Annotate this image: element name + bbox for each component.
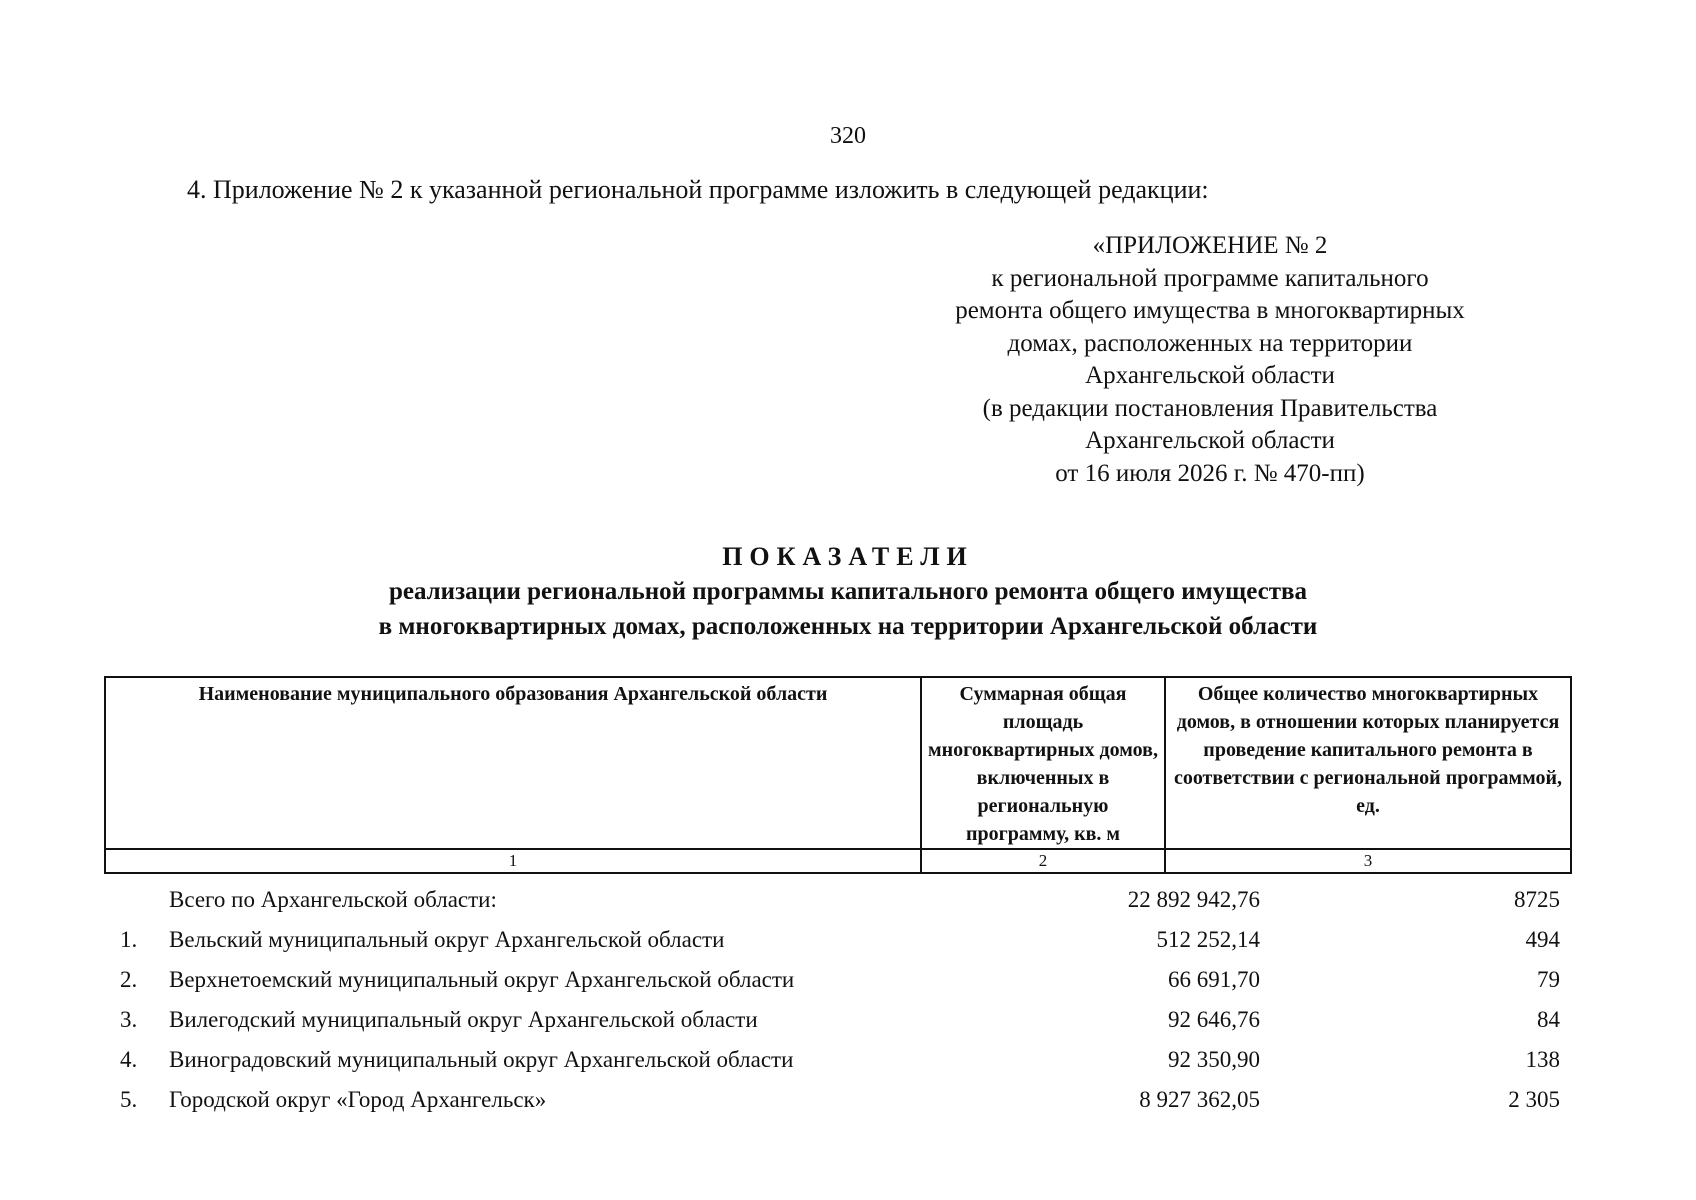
row-municipality: Городской округ «Город Архангельск» xyxy=(169,1087,547,1112)
row-index: 1. xyxy=(120,927,138,952)
row-count: 79 xyxy=(1537,967,1560,992)
column-number: 2 xyxy=(921,849,1165,873)
row-count: 2 305 xyxy=(1508,1087,1560,1112)
row-index: 4. xyxy=(120,1047,138,1072)
column-header-count: Общее количество многоквартирных домов, в отношении которых планируется проведение капитального ремонта в соответствии с региональной программой, ед. xyxy=(1165,677,1571,849)
column-header-area: Суммарная общая площадь многоквартирных домов, включенных в региональную программу, кв. м xyxy=(921,677,1165,849)
column-number: 1 xyxy=(105,849,921,873)
column-number: 3 xyxy=(1165,849,1571,873)
table-body xyxy=(104,880,1570,1120)
intro-paragraph: 4. Приложение № 2 к указанной региональной программе изложить в следующей редакции: xyxy=(187,175,1209,204)
appendix-line: к региональной программе капитального xyxy=(991,264,1429,292)
row-count: 84 xyxy=(1537,1007,1560,1032)
row-area: 92 646,76 xyxy=(1168,1007,1260,1032)
column-header-municipality: Наименование муниципального образования Архангельской области xyxy=(105,677,921,849)
row-municipality: Вилегодский муниципальный округ Архангельской области xyxy=(169,1007,758,1032)
appendix-line: от 16 июля 2026 г. № 470-пп) xyxy=(1055,459,1365,487)
row-area: 92 350,90 xyxy=(1168,1047,1260,1072)
appendix-line: ремонта общего имущества в многоквартирных xyxy=(955,297,1465,324)
row-area: 66 691,70 xyxy=(1168,967,1260,992)
table-row xyxy=(104,1000,1570,1040)
table-row xyxy=(104,1080,1570,1120)
table-row xyxy=(104,920,1570,960)
document-title xyxy=(0,540,1696,644)
row-municipality: Всего по Архангельской области: xyxy=(169,887,497,912)
row-municipality: Верхнетоемский муниципальный округ Архангельской области xyxy=(169,967,795,992)
row-area: 22 892 942,76 xyxy=(1127,887,1260,912)
row-count: 138 xyxy=(1525,1047,1560,1072)
appendix-line: домах, расположенных на территории xyxy=(1007,329,1413,357)
table-row xyxy=(104,1040,1570,1080)
page-number: 320 xyxy=(830,123,866,149)
appendix-line: (в редакции постановления Правительства xyxy=(982,394,1438,422)
title-main: ПОКАЗАТЕЛИ xyxy=(722,542,974,571)
row-municipality: Вельский муниципальный округ Архангельской области xyxy=(169,927,725,952)
indicators-table-header xyxy=(104,676,1572,874)
appendix-line: Архангельской области xyxy=(1085,362,1335,389)
table-row xyxy=(104,960,1570,1000)
appendix-line: «ПРИЛОЖЕНИЕ № 2 xyxy=(1092,232,1328,259)
title-subline: в многоквартирных домах, расположенных на территории Архангельской области xyxy=(378,613,1318,640)
appendix-header xyxy=(930,230,1490,490)
row-count: 494 xyxy=(1525,927,1560,952)
row-index: 3. xyxy=(120,1007,138,1032)
row-area: 8 927 362,05 xyxy=(1139,1087,1260,1112)
row-count: 8725 xyxy=(1514,887,1560,912)
row-area: 512 252,14 xyxy=(1156,927,1260,952)
row-index: 5. xyxy=(120,1087,138,1112)
row-index: 2. xyxy=(120,967,138,992)
appendix-line: Архангельской области xyxy=(1085,427,1335,454)
table-row-total xyxy=(104,880,1570,920)
row-municipality: Виноградовский муниципальный округ Архангельской области xyxy=(169,1047,794,1072)
title-subline: реализации региональной программы капитального ремонта общего имущества xyxy=(388,578,1308,605)
